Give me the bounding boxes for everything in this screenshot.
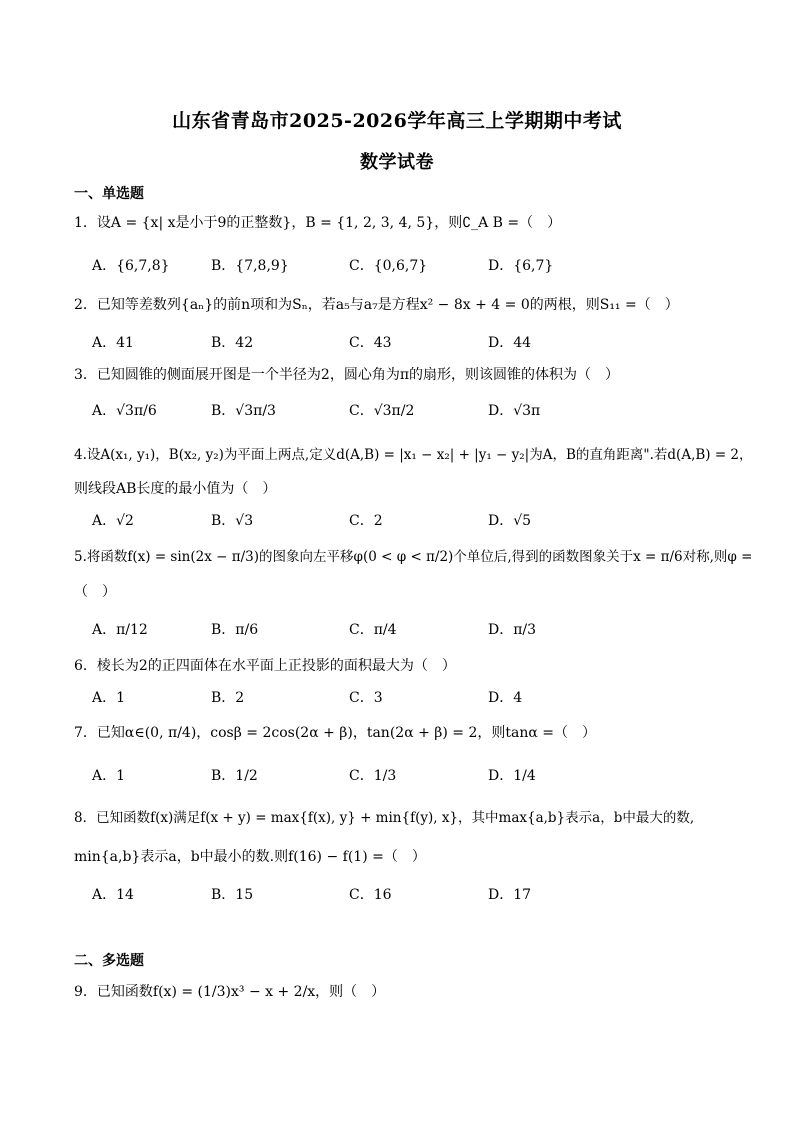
q8-option-b: B．15: [211, 887, 254, 903]
q2-option-a: A．41: [92, 335, 134, 351]
q4-option-a: A．√2: [92, 513, 134, 529]
q8-option-d: D．17: [488, 887, 532, 903]
exam-title: 山东省青岛市2025-2026学年高三上学期期中考试: [172, 110, 622, 132]
q3-option-c: C．√3π/2: [349, 403, 415, 419]
q3-option-a: A．√3π/6: [92, 403, 157, 419]
q7-option-a: A．1: [92, 768, 126, 784]
q5-option-a: A．π/12: [92, 622, 148, 638]
q7-option-c: C．1/3: [349, 768, 397, 784]
question-4-line-2: 则线段AB长度的最小值为（ ）: [74, 481, 277, 497]
question-8-line-2: min{a,b}表示a，b中最小的数.则f(16) − f(1) =（ ）: [74, 849, 426, 865]
q1-option-a: A．{6,7,8}: [92, 258, 170, 274]
q7-option-d: D．1/4: [488, 768, 536, 784]
q4-option-b: B．√3: [211, 513, 254, 529]
section-single-choice: 一、单选题: [74, 186, 144, 202]
q5-option-c: C．π/4: [349, 622, 397, 638]
question-6: 6．棱长为2的正四面体在水平面上正投影的面积最大为（ ）: [74, 658, 456, 674]
q8-option-c: C．16: [349, 887, 392, 903]
question-1: 1．设A = {x| x是小于9的正整数}，B = {1, 2, 3, 4, 5}，则∁_A B =（ ）: [74, 215, 562, 231]
q6-option-b: B．2: [211, 690, 245, 706]
q1-option-c: C．{0,6,7}: [349, 258, 428, 274]
q4-option-d: D．√5: [488, 513, 532, 529]
q3-option-b: B．√3π/3: [211, 403, 276, 419]
exam-subtitle: 数学试卷: [360, 152, 434, 173]
q1-option-d: D．{6,7}: [488, 258, 554, 274]
q2-option-d: D．44: [488, 335, 532, 351]
q1-option-b: B．{7,8,9}: [211, 258, 289, 274]
q2-option-b: B．42: [211, 335, 254, 351]
q4-option-c: C．2: [349, 513, 383, 529]
q5-option-d: D．π/3: [488, 622, 537, 638]
question-9: 9．已知函数f(x) = (1/3)x³ − x + 2/x，则（ ）: [74, 984, 386, 1000]
q6-option-a: A．1: [92, 690, 126, 706]
question-3: 3．已知圆锥的侧面展开图是一个半径为2，圆心角为π的扇形，则该圆锥的体积为（ ）: [74, 367, 620, 383]
q6-option-d: D．4: [488, 690, 523, 706]
q7-option-b: B．1/2: [211, 768, 258, 784]
q2-option-c: C．43: [349, 335, 392, 351]
question-5-line-2: （ ）: [74, 584, 116, 600]
q3-option-d: D．√3π: [488, 403, 541, 419]
question-7: 7．已知α∈(0, π/4)，cosβ = 2cos(2α + β)，tan(2α + β) = 2，则tanα =（ ）: [74, 725, 596, 741]
q8-option-a: A．14: [92, 887, 134, 903]
q6-option-c: C．3: [349, 690, 383, 706]
question-8-line-1: 8．已知函数f(x)满足f(x + y) = max{f(x), y} + min{f(y), x}，其中max{a,b}表示a，b中最大的数,: [74, 810, 695, 826]
section-multiple-choice: 二、多选题: [74, 953, 144, 969]
question-4-line-1: 4.设A(x₁, y₁)，B(x₂, y₂)为平面上两点,定义d(A,B) = |x₁ − x₂| + |y₁ − y₂|为A，B的直角距离".若d(A,B) = 2，: [74, 447, 753, 463]
question-5-line-1: 5.将函数f(x) = sin(2x − π/3)的图象向左平移φ(0 < φ < π/2)个单位后,得到的函数图象关于x = π/6对称,则φ =: [74, 549, 753, 565]
question-2: 2．已知等差数列{aₙ}的前n项和为Sₙ，若a₅与a₇是方程x² − 8x + 4 = 0的两根，则S₁₁ =（ ）: [74, 297, 679, 313]
q5-option-b: B．π/6: [211, 622, 259, 638]
